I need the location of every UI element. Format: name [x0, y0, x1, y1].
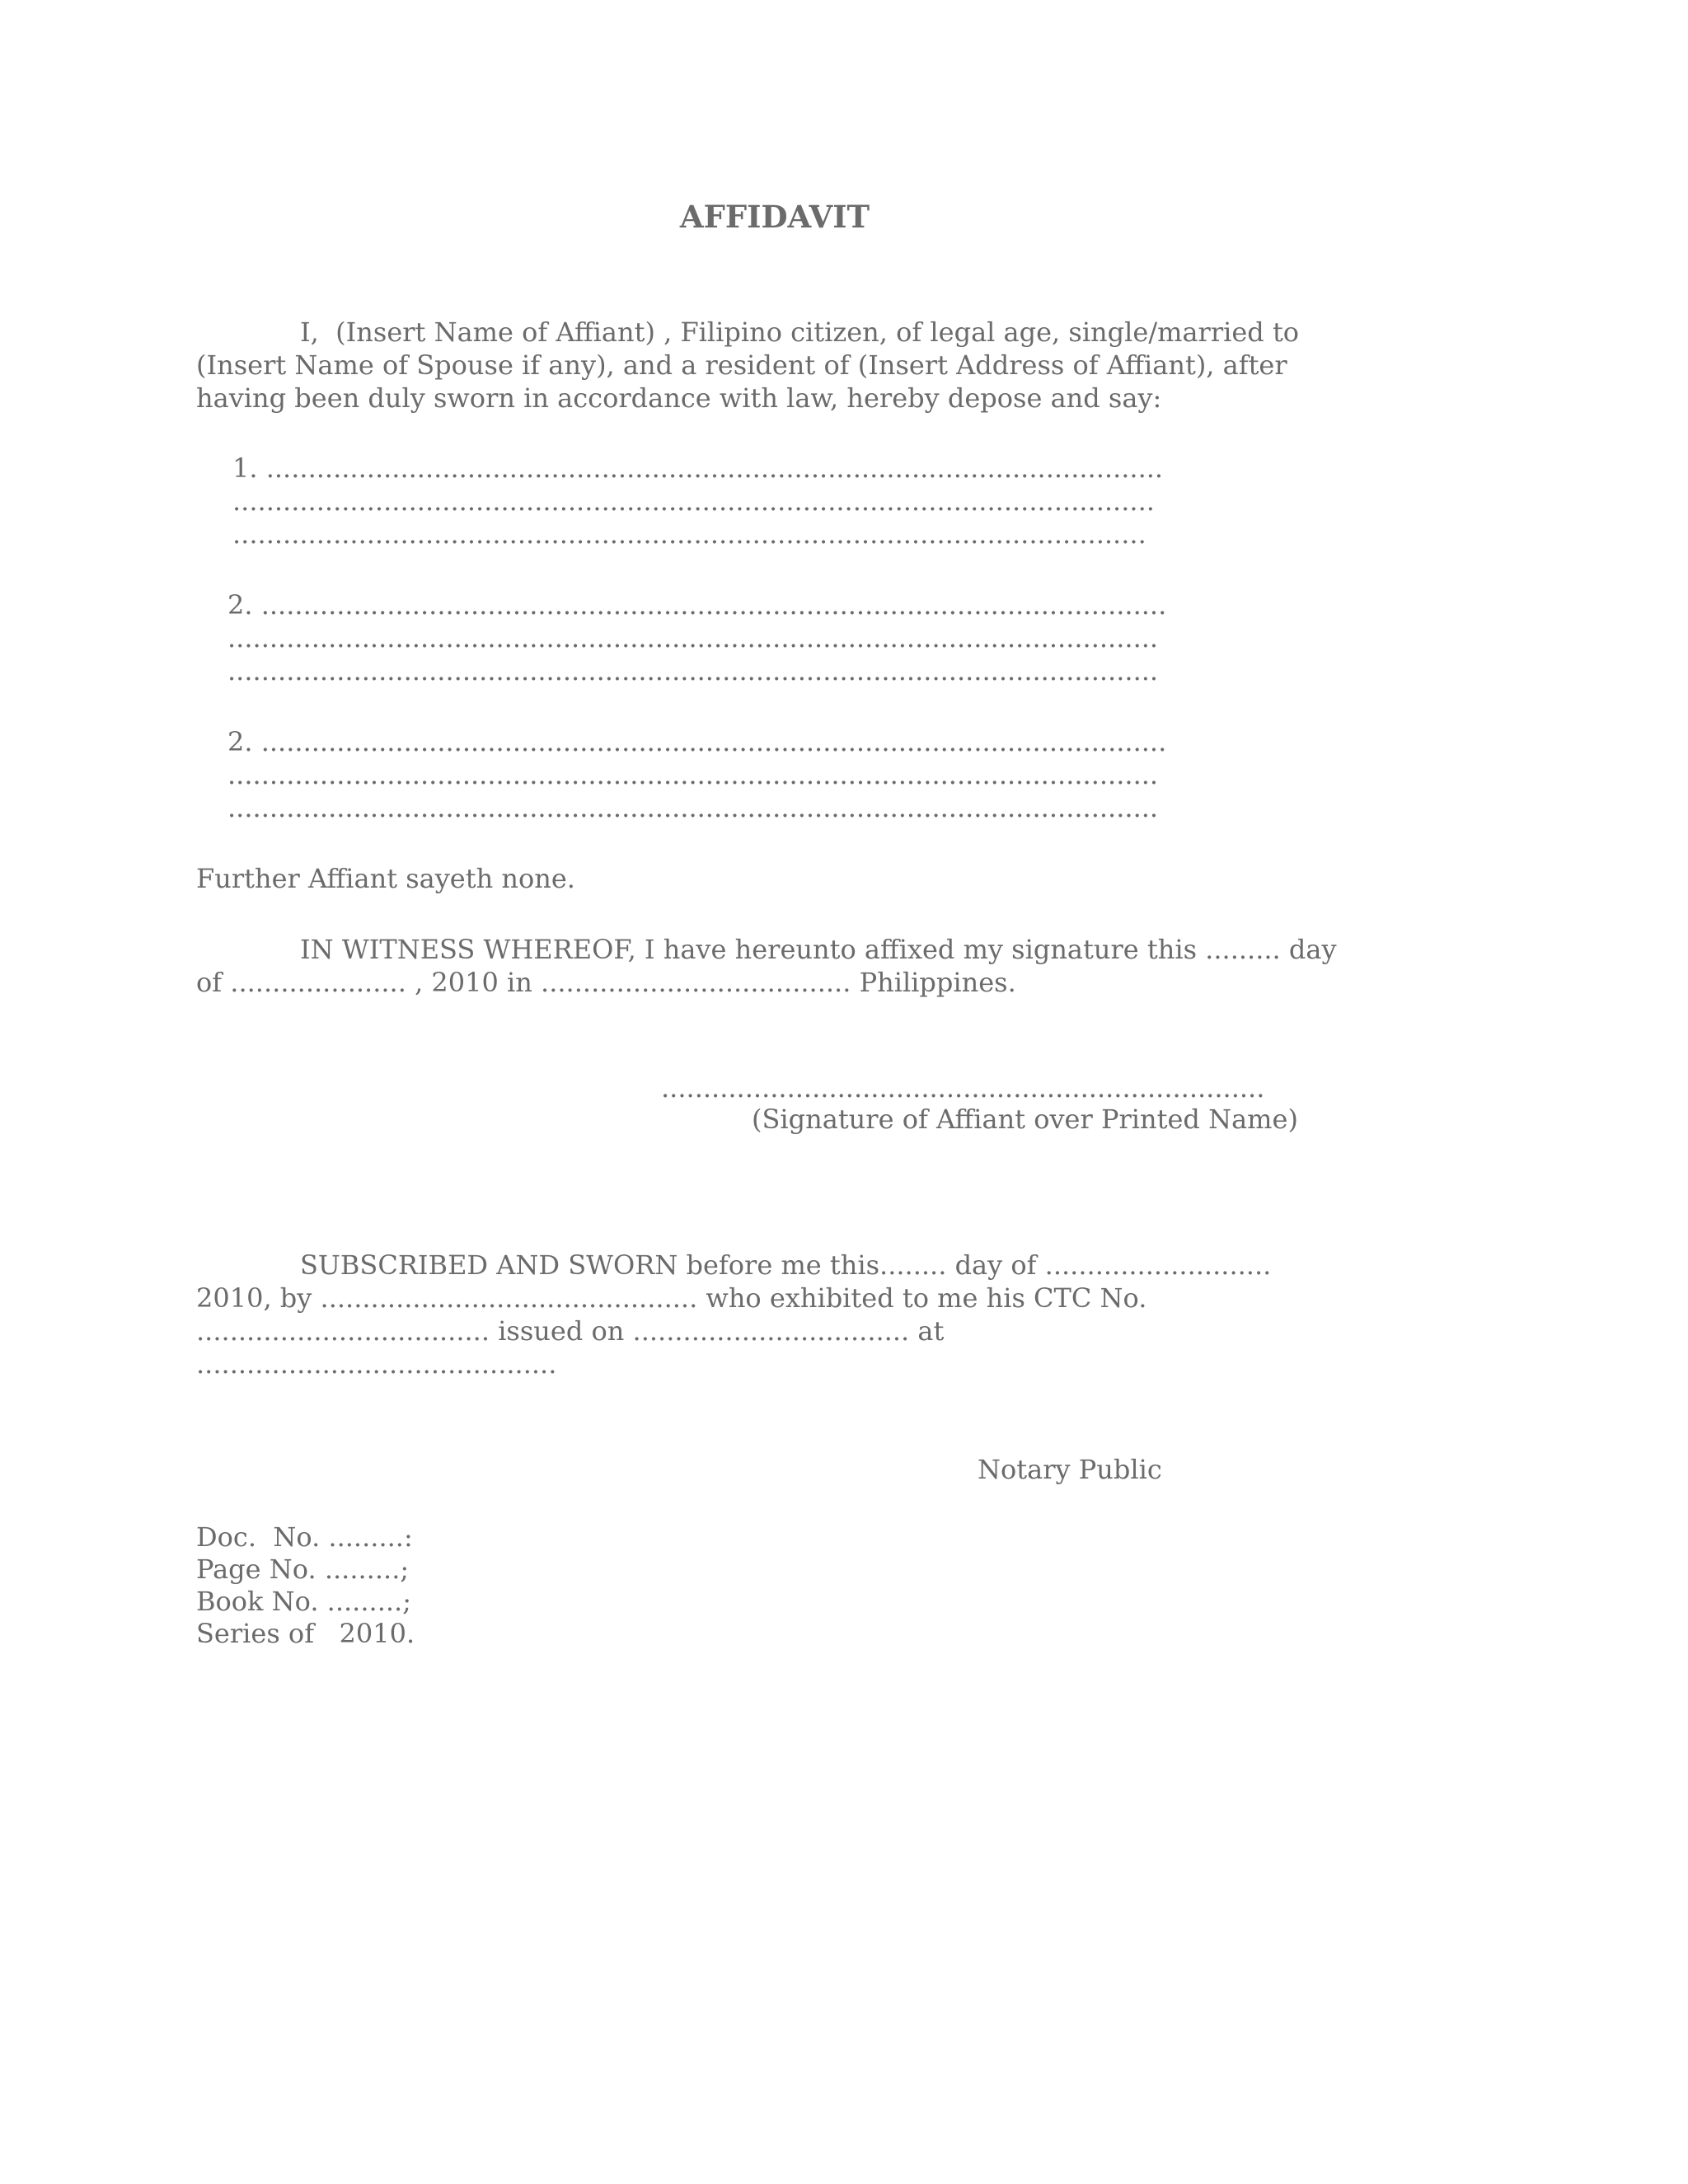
- record-page-no: Page No. .........;: [196, 1554, 410, 1585]
- witness-line-2: of ..................... , 2010 in ..................................... Philippines.: [196, 967, 1016, 998]
- intro-line-2: (Insert Name of Spouse if any), and a resident of (Insert Address of Affiant), after: [196, 349, 1287, 381]
- signature-line: ........................................................................: [661, 1072, 1265, 1104]
- item-1-line-3: .............................................................................................................: [232, 518, 1146, 550]
- further-affiant-text: Further Affiant sayeth none.: [196, 863, 575, 894]
- record-book-no: Book No. .........;: [196, 1586, 411, 1617]
- subscribed-line-2: 2010, by ............................................. who exhibited to me his CTC No.: [196, 1282, 1147, 1314]
- witness-line-1: IN WITNESS WHEREOF, I have hereunto affixed my signature this ......... day: [300, 934, 1337, 965]
- item-2-line-3: ...............................................................................................................: [227, 655, 1159, 687]
- record-doc-no: Doc. No. .........:: [196, 1521, 413, 1553]
- document-title: AFFIDAVIT: [679, 199, 870, 235]
- notary-public-label: Notary Public: [978, 1454, 1162, 1485]
- subscribed-line-3: ................................... issued on ................................. at: [196, 1315, 945, 1347]
- item-2-line-2: ...............................................................................................................: [227, 622, 1159, 654]
- item-3-line-1: 2. ............................................................................................................: [227, 726, 1167, 757]
- intro-line-1: I, (Insert Name of Affiant) , Filipino citizen, of legal age, single/married to: [300, 316, 1300, 348]
- subscribed-line-4: ...........................................: [196, 1348, 557, 1380]
- item-1-line-1: 1. ...........................................................................................................: [232, 452, 1164, 484]
- item-1-line-2: ..............................................................................................................: [232, 485, 1155, 517]
- record-series: Series of 2010.: [196, 1618, 415, 1649]
- item-3-line-3: ...............................................................................................................: [227, 792, 1159, 823]
- item-2-line-1: 2. ............................................................................................................: [227, 589, 1167, 621]
- item-3-line-2: ...............................................................................................................: [227, 759, 1159, 790]
- signature-caption: (Signature of Affiant over Printed Name): [752, 1104, 1298, 1135]
- intro-line-3: having been duly sworn in accordance with law, hereby depose and say:: [196, 382, 1162, 414]
- subscribed-line-1: SUBSCRIBED AND SWORN before me this........ day of ...........................: [300, 1249, 1272, 1281]
